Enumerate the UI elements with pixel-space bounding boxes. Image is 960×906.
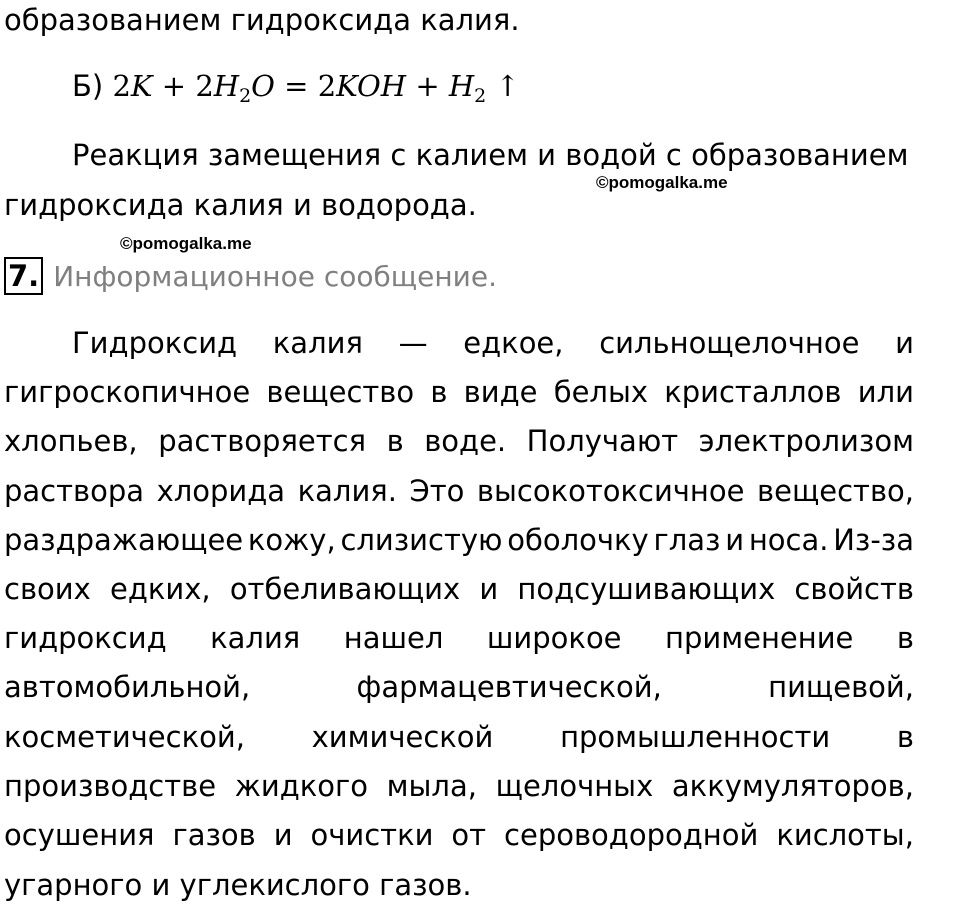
word: оболочку (507, 522, 649, 557)
word: и (895, 326, 914, 360)
word: в (896, 621, 914, 656)
word: Получают (526, 424, 679, 459)
text-line-3: Реакция замещения с калием и водой с образованием (72, 138, 909, 172)
word: виде (463, 375, 538, 410)
word: своих (4, 572, 91, 606)
word: едких, (109, 572, 211, 606)
chemical-equation (72, 64, 520, 108)
text-line-1: образованием гидроксида калия. (4, 3, 520, 37)
body-line (4, 717, 914, 757)
word: калия (272, 326, 363, 360)
up-arrow-icon: ↑ (495, 69, 520, 103)
word: промышленности (560, 719, 831, 754)
word: или (857, 375, 914, 410)
body-line (4, 766, 914, 806)
body-line (4, 667, 914, 707)
word: косметической, (4, 719, 245, 754)
word: кислоты, (776, 818, 914, 852)
word: аккумуляторов, (671, 768, 914, 803)
body-line (72, 323, 914, 363)
word: хлопьев, (4, 424, 138, 459)
word: гигроскопичное (4, 375, 251, 410)
body-line (4, 618, 914, 658)
body-line (4, 421, 914, 461)
word: и (273, 818, 293, 852)
word: белых (553, 375, 649, 410)
word: кожу, (247, 522, 336, 557)
word: нашел (343, 621, 444, 656)
word: и (479, 572, 499, 606)
word: газов (172, 818, 256, 852)
word: раствора (4, 473, 145, 508)
body-line (4, 372, 914, 412)
word: вещество, (757, 473, 914, 508)
word: жидкого (234, 768, 368, 803)
word: растворяется (158, 424, 367, 459)
section-number: 7. (4, 257, 43, 295)
word: слизистую (340, 522, 503, 557)
body-line (4, 815, 914, 855)
word: в (430, 375, 448, 410)
word: применение (665, 621, 854, 656)
word: высокотоксичное (476, 473, 745, 508)
word: и (725, 522, 745, 557)
word: гидроксид (4, 621, 167, 656)
word: раздражающее (4, 522, 244, 557)
word: глаз (653, 522, 721, 557)
body-line (4, 471, 914, 511)
text-line-4: гидроксида калия и водорода. (4, 188, 477, 222)
word: электролизом (698, 424, 914, 459)
word: осушения (4, 818, 155, 852)
word: калия. (297, 473, 397, 508)
word: калия (210, 621, 301, 656)
word: Из-за (833, 522, 914, 557)
text-line-last: угарного и углекислого газов. (4, 868, 472, 902)
word: фармацевтической, (356, 670, 662, 705)
word: Это (409, 473, 465, 508)
word: едкое, (463, 326, 564, 360)
word: носа. (748, 522, 829, 557)
word: щелочных (495, 768, 654, 803)
word: хлорида (156, 473, 286, 508)
body-line (4, 520, 914, 560)
word: кристаллов (664, 375, 842, 410)
word: сероводородной (504, 818, 759, 852)
word: отбеливающих (229, 572, 461, 606)
word: химической (311, 719, 494, 754)
section-heading (4, 256, 497, 296)
word: в (386, 424, 404, 459)
watermark: ©pomogalka.me (596, 173, 728, 192)
word: автомобильной, (4, 670, 251, 705)
word: мыла, (386, 768, 477, 803)
word: пищевой, (768, 670, 914, 705)
word: производстве (4, 768, 217, 803)
word: широкое (486, 621, 622, 656)
formula-label: Б) (72, 69, 104, 103)
body-line (4, 569, 914, 609)
word: вещество (266, 375, 415, 410)
word: — (398, 326, 428, 360)
watermark: ©pomogalka.me (120, 234, 252, 253)
word: в (896, 719, 914, 754)
word: Гидроксид (72, 326, 238, 360)
word: от (451, 818, 487, 852)
word: сильнощелочное (599, 326, 860, 360)
equation-math: $2K + 2H_2O = 2KOH + H_2$ ↑ (112, 69, 520, 107)
section-title: Информационное сообщение. (53, 259, 497, 293)
word: воде. (424, 424, 507, 459)
word: свойств (794, 572, 914, 606)
word: подсушивающих (517, 572, 776, 606)
word: очистки (310, 818, 434, 852)
